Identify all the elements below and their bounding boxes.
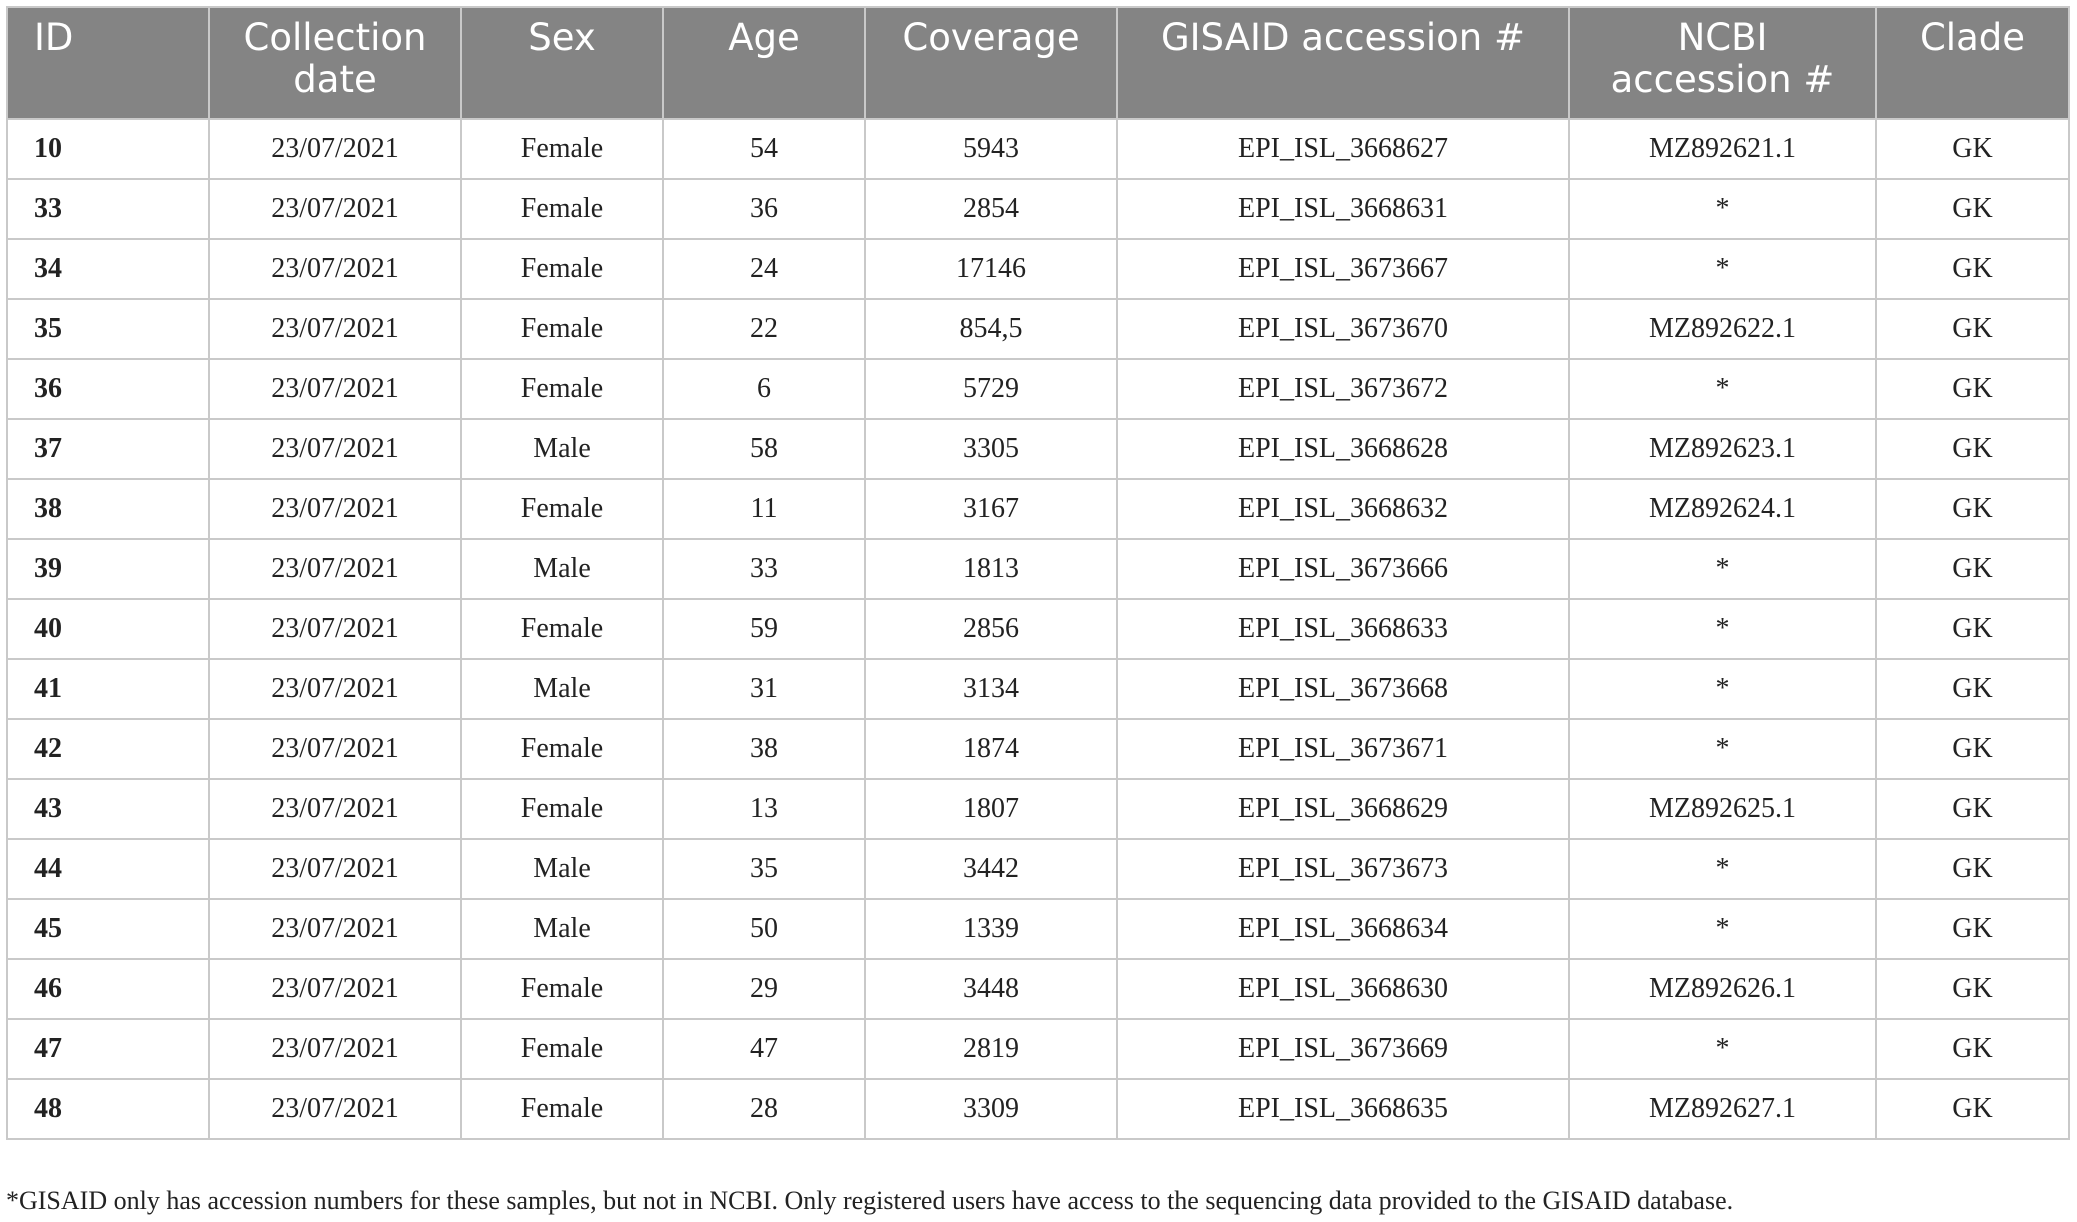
- cell-age: 47: [663, 1019, 865, 1079]
- cell-ncbi-accession: *: [1569, 359, 1876, 419]
- cell-id: 48: [7, 1079, 209, 1139]
- cell-sex: Female: [461, 599, 663, 659]
- cell-sex: Female: [461, 959, 663, 1019]
- cell-gisaid-accession: EPI_ISL_3668632: [1117, 479, 1569, 539]
- cell-age: 31: [663, 659, 865, 719]
- cell-collection-date: 23/07/2021: [209, 959, 461, 1019]
- table-row: [7, 239, 2069, 299]
- cell-clade: GK: [1876, 1079, 2069, 1139]
- cell-ncbi-accession: *: [1569, 539, 1876, 599]
- cell-coverage: 2856: [865, 599, 1117, 659]
- cell-gisaid-accession: EPI_ISL_3668628: [1117, 419, 1569, 479]
- cell-clade: GK: [1876, 479, 2069, 539]
- cell-coverage: 3134: [865, 659, 1117, 719]
- cell-id: 47: [7, 1019, 209, 1079]
- cell-age: 11: [663, 479, 865, 539]
- table-body: [7, 119, 2069, 1139]
- cell-gisaid-accession: EPI_ISL_3668631: [1117, 179, 1569, 239]
- cell-age: 59: [663, 599, 865, 659]
- table-row: [7, 899, 2069, 959]
- cell-gisaid-accession: EPI_ISL_3673667: [1117, 239, 1569, 299]
- cell-coverage: 5943: [865, 119, 1117, 179]
- cell-gisaid-accession: EPI_ISL_3673670: [1117, 299, 1569, 359]
- cell-coverage: 3305: [865, 419, 1117, 479]
- cell-coverage: 1807: [865, 779, 1117, 839]
- cell-age: 58: [663, 419, 865, 479]
- cell-clade: GK: [1876, 779, 2069, 839]
- cell-sex: Male: [461, 839, 663, 899]
- cell-clade: GK: [1876, 539, 2069, 599]
- cell-id: 39: [7, 539, 209, 599]
- table-row: [7, 719, 2069, 779]
- cell-coverage: 2854: [865, 179, 1117, 239]
- cell-coverage: 5729: [865, 359, 1117, 419]
- cell-ncbi-accession: *: [1569, 239, 1876, 299]
- column-header-ncbi-accession: NCBI accession #: [1569, 7, 1876, 119]
- table-row: [7, 479, 2069, 539]
- table-row: [7, 1079, 2069, 1139]
- cell-sex: Male: [461, 899, 663, 959]
- cell-collection-date: 23/07/2021: [209, 239, 461, 299]
- cell-coverage: 854,5: [865, 299, 1117, 359]
- cell-sex: Female: [461, 179, 663, 239]
- cell-coverage: 3448: [865, 959, 1117, 1019]
- cell-sex: Male: [461, 419, 663, 479]
- cell-gisaid-accession: EPI_ISL_3673673: [1117, 839, 1569, 899]
- column-header-id: ID: [7, 7, 209, 119]
- cell-coverage: 3442: [865, 839, 1117, 899]
- cell-age: 6: [663, 359, 865, 419]
- cell-ncbi-accession: *: [1569, 659, 1876, 719]
- table-row: [7, 299, 2069, 359]
- cell-collection-date: 23/07/2021: [209, 119, 461, 179]
- cell-clade: GK: [1876, 299, 2069, 359]
- cell-gisaid-accession: EPI_ISL_3673666: [1117, 539, 1569, 599]
- table-row: [7, 959, 2069, 1019]
- cell-id: 43: [7, 779, 209, 839]
- cell-age: 13: [663, 779, 865, 839]
- column-header-collection-date: Collection date: [209, 7, 461, 119]
- cell-collection-date: 23/07/2021: [209, 719, 461, 779]
- cell-coverage: 1339: [865, 899, 1117, 959]
- table-row: [7, 119, 2069, 179]
- cell-collection-date: 23/07/2021: [209, 899, 461, 959]
- cell-age: 54: [663, 119, 865, 179]
- cell-clade: GK: [1876, 1019, 2069, 1079]
- cell-collection-date: 23/07/2021: [209, 539, 461, 599]
- table-row: [7, 839, 2069, 899]
- column-header-coverage: Coverage: [865, 7, 1117, 119]
- cell-sex: Female: [461, 1079, 663, 1139]
- cell-collection-date: 23/07/2021: [209, 419, 461, 479]
- cell-ncbi-accession: MZ892626.1: [1569, 959, 1876, 1019]
- cell-sex: Female: [461, 779, 663, 839]
- table-row: [7, 359, 2069, 419]
- cell-clade: GK: [1876, 599, 2069, 659]
- cell-collection-date: 23/07/2021: [209, 599, 461, 659]
- cell-id: 33: [7, 179, 209, 239]
- cell-clade: GK: [1876, 959, 2069, 1019]
- cell-clade: GK: [1876, 419, 2069, 479]
- cell-ncbi-accession: *: [1569, 719, 1876, 779]
- cell-collection-date: 23/07/2021: [209, 299, 461, 359]
- cell-ncbi-accession: MZ892624.1: [1569, 479, 1876, 539]
- cell-collection-date: 23/07/2021: [209, 839, 461, 899]
- cell-sex: Male: [461, 539, 663, 599]
- cell-collection-date: 23/07/2021: [209, 179, 461, 239]
- cell-coverage: 2819: [865, 1019, 1117, 1079]
- cell-gisaid-accession: EPI_ISL_3668635: [1117, 1079, 1569, 1139]
- cell-clade: GK: [1876, 659, 2069, 719]
- cell-gisaid-accession: EPI_ISL_3673669: [1117, 1019, 1569, 1079]
- cell-collection-date: 23/07/2021: [209, 659, 461, 719]
- cell-age: 28: [663, 1079, 865, 1139]
- cell-gisaid-accession: EPI_ISL_3673672: [1117, 359, 1569, 419]
- cell-ncbi-accession: *: [1569, 599, 1876, 659]
- cell-sex: Female: [461, 479, 663, 539]
- table-row: [7, 659, 2069, 719]
- cell-age: 35: [663, 839, 865, 899]
- column-header-age: Age: [663, 7, 865, 119]
- cell-gisaid-accession: EPI_ISL_3668633: [1117, 599, 1569, 659]
- cell-ncbi-accession: *: [1569, 179, 1876, 239]
- cell-collection-date: 23/07/2021: [209, 779, 461, 839]
- cell-id: 35: [7, 299, 209, 359]
- table-row: [7, 1019, 2069, 1079]
- cell-collection-date: 23/07/2021: [209, 1019, 461, 1079]
- column-header-clade: Clade: [1876, 7, 2069, 119]
- cell-id: 40: [7, 599, 209, 659]
- cell-ncbi-accession: *: [1569, 899, 1876, 959]
- cell-id: 41: [7, 659, 209, 719]
- cell-id: 34: [7, 239, 209, 299]
- cell-id: 44: [7, 839, 209, 899]
- cell-age: 50: [663, 899, 865, 959]
- column-header-gisaid-accession: GISAID accession #: [1117, 7, 1569, 119]
- table-header: [7, 7, 2069, 119]
- table-row: [7, 419, 2069, 479]
- cell-id: 42: [7, 719, 209, 779]
- cell-coverage: 1813: [865, 539, 1117, 599]
- cell-age: 33: [663, 539, 865, 599]
- cell-clade: GK: [1876, 179, 2069, 239]
- cell-gisaid-accession: EPI_ISL_3668630: [1117, 959, 1569, 1019]
- cell-sex: Female: [461, 719, 663, 779]
- header-row: [7, 7, 2069, 119]
- cell-gisaid-accession: EPI_ISL_3668627: [1117, 119, 1569, 179]
- cell-ncbi-accession: MZ892622.1: [1569, 299, 1876, 359]
- cell-coverage: 1874: [865, 719, 1117, 779]
- cell-ncbi-accession: MZ892621.1: [1569, 119, 1876, 179]
- cell-age: 22: [663, 299, 865, 359]
- table-row: [7, 779, 2069, 839]
- cell-ncbi-accession: MZ892625.1: [1569, 779, 1876, 839]
- cell-age: 38: [663, 719, 865, 779]
- cell-age: 29: [663, 959, 865, 1019]
- cell-id: 36: [7, 359, 209, 419]
- cell-sex: Female: [461, 239, 663, 299]
- cell-sex: Female: [461, 359, 663, 419]
- cell-coverage: 17146: [865, 239, 1117, 299]
- cell-gisaid-accession: EPI_ISL_3668629: [1117, 779, 1569, 839]
- cell-collection-date: 23/07/2021: [209, 359, 461, 419]
- table-row: [7, 599, 2069, 659]
- cell-ncbi-accession: *: [1569, 1019, 1876, 1079]
- samples-table: [6, 6, 2070, 1140]
- cell-gisaid-accession: EPI_ISL_3668634: [1117, 899, 1569, 959]
- cell-clade: GK: [1876, 719, 2069, 779]
- column-header-sex: Sex: [461, 7, 663, 119]
- cell-clade: GK: [1876, 899, 2069, 959]
- cell-coverage: 3309: [865, 1079, 1117, 1139]
- cell-age: 24: [663, 239, 865, 299]
- cell-clade: GK: [1876, 359, 2069, 419]
- cell-id: 37: [7, 419, 209, 479]
- cell-collection-date: 23/07/2021: [209, 1079, 461, 1139]
- cell-ncbi-accession: MZ892627.1: [1569, 1079, 1876, 1139]
- cell-id: 45: [7, 899, 209, 959]
- cell-id: 38: [7, 479, 209, 539]
- cell-clade: GK: [1876, 239, 2069, 299]
- cell-ncbi-accession: MZ892623.1: [1569, 419, 1876, 479]
- cell-sex: Male: [461, 659, 663, 719]
- table-row: [7, 539, 2069, 599]
- cell-clade: GK: [1876, 839, 2069, 899]
- cell-sex: Female: [461, 1019, 663, 1079]
- table-footnote: *GISAID only has accession numbers for these samples, but not in NCBI. Only registered users have access to the sequencing data provided to the GISAID database.: [6, 1186, 1734, 1215]
- cell-sex: Female: [461, 299, 663, 359]
- cell-age: 36: [663, 179, 865, 239]
- cell-ncbi-accession: *: [1569, 839, 1876, 899]
- cell-id: 10: [7, 119, 209, 179]
- cell-coverage: 3167: [865, 479, 1117, 539]
- cell-gisaid-accession: EPI_ISL_3673668: [1117, 659, 1569, 719]
- cell-collection-date: 23/07/2021: [209, 479, 461, 539]
- cell-gisaid-accession: EPI_ISL_3673671: [1117, 719, 1569, 779]
- cell-id: 46: [7, 959, 209, 1019]
- cell-sex: Female: [461, 119, 663, 179]
- cell-clade: GK: [1876, 119, 2069, 179]
- table-row: [7, 179, 2069, 239]
